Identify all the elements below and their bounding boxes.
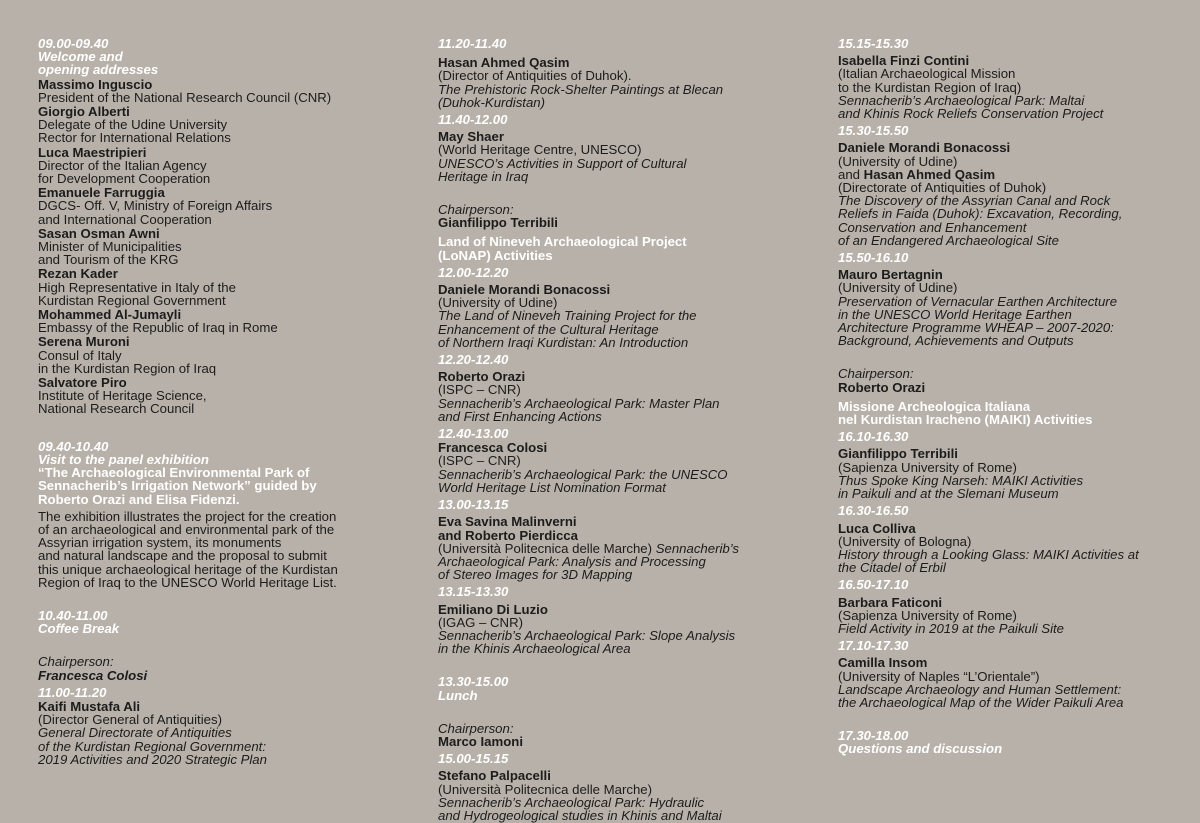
speaker-name: Daniele Morandi Bonacossi [438,282,611,298]
talk-time: 13.15-13.30 [438,584,509,600]
speaker-name: Luca Colliva [838,520,916,536]
speaker-name: Francesca Colosi [438,440,548,456]
speaker-name: Emanuele Farruggia [38,185,165,201]
speaker-name: Kaifi Mustafa Ali [38,698,141,714]
speaker-name: Daniele Morandi Bonacossi [838,140,1011,156]
talk-time: 16.50-17.10 [838,577,909,593]
speaker-name: Emiliano Di Luzio [438,601,548,617]
speaker-affiliation: (Director of Antiquities of Duhok). [438,68,632,84]
chairperson-name: Francesca Colosi [38,667,148,683]
chairperson-label: Chairperson: [438,720,514,736]
talk-time: 15.15-15.30 [838,36,909,51]
speaker-affiliation: (University of Udine) [838,280,958,296]
talk-time: 12.20-12.40 [438,352,509,368]
speaker-list [38,78,406,416]
talk-title: Landscape Archaeology and Human Settlement: the Archaeological Map of the Wider Paikuli Area [838,681,1124,710]
speaker-role: High Representative in Italy of the Kurdistan Regional Government [38,279,236,308]
session-title: Questions and discussion [838,741,1003,757]
speaker-role: Minister of Municipalities and Tourism of the KRG [38,239,182,268]
session-time: 09.40-10.40 [38,438,109,454]
session-time: 10.40-11.00 [38,607,108,623]
speaker-role: Director of the Italian Agency for Development Cooperation [38,157,211,187]
program-column-1 [38,37,406,766]
speaker-affiliation: (Italian Archaeological Mission to the Kurdistan Region of Iraq) [838,66,1022,95]
speaker-name: Stefano Palpacelli [438,768,551,784]
talk-title: History through a Looking Glass: MAIKI Activities at the Citadel of Erbil [838,546,1139,576]
talk-time: 12.00-12.20 [438,264,509,280]
session-title: Coffee Break [38,621,120,637]
talk-title: The Discovery of the Assyrian Canal and Rock Reliefs in Faida (Duhok): Excavation, Recording, Conservation and Enhancement of an Endangered Archaeological Site [838,193,1123,248]
talk-title: Field Activity in 2019 at the Paikuli Site [838,620,1065,636]
session-time: 09.00-09.40 [38,36,109,51]
speaker-affiliation: (Università Politecnica delle Marche) [438,540,653,556]
and-word: and [838,166,864,182]
talk-title: Sennacherib’s Archaeological Park: Hydraulic and Hydrogeological studies in Khinis and Maltai [438,794,722,823]
talk-title: General Directorate of Antiquities of the Kurdistan Regional Government: 2019 Activities and 2020 Strategic Plan [38,725,267,767]
speaker-name: Roberto Orazi [438,369,526,385]
speaker-name: Gianfilippo Terribili [838,446,958,462]
speaker-affiliation: (University of Udine) [438,295,558,311]
speaker-name: Massimo Inguscio [38,76,153,92]
speaker-name: Giorgio Alberti [38,104,130,120]
speaker-name: May Shaer [438,129,504,145]
talk-title: The Prehistoric Rock-Shelter Paintings at Blecan (Duhok-Kurdistan) [438,81,724,110]
speaker-affiliation: (Università Politecnica delle Marche) [438,781,653,797]
speaker-affiliation: (Directorate of Antiquities of Duhok) [838,180,1047,196]
talk-time: 15.00-15.15 [438,751,509,767]
session-title: Visit to the panel exhibition [38,451,209,467]
speaker-affiliation: (ISPC – CNR) [438,453,521,469]
speaker-affiliation: (University of Bologna) [838,533,972,549]
section-title: Land of Nineveh Archaeological Project (LoNAP) Activities [438,234,687,263]
chairperson-label: Chairperson: [438,202,514,218]
talk-time: 16.30-16.50 [838,503,909,519]
session-title: Welcome and opening addresses [38,49,159,78]
speaker-affiliation: (World Heritage Centre, UNESCO) [438,142,642,158]
speaker-affiliation: (ISPC – CNR) [438,382,521,398]
talk-time: 11.00-11.20 [38,684,107,700]
speaker-affiliation: (IGAG – CNR) [438,614,523,630]
speaker-affiliation: (Sapienza University of Rome) [838,459,1017,475]
speaker-name: Barbara Faticoni [838,594,943,610]
talk-title: Thus Spoke King Narseh: MAIKI Activities in Paikuli and at the Slemani Museum [838,472,1084,502]
chairperson-name: Marco Iamoni [438,733,524,749]
chairperson-name: Roberto Orazi [838,379,926,395]
talk-time: 11.20-11.40 [438,36,507,51]
talk-time: 11.40-12.00 [438,112,508,128]
talk-title: Preservation of Vernacular Earthen Architecture in the UNESCO World Heritage Earthen Architecture Programme WHEAP – 2007-2020: Background, Achievements and Outputs [838,293,1118,349]
talk-time: 17.10-17.30 [838,638,909,654]
speaker-affiliation: (Sapienza University of Rome) [838,607,1017,623]
talk-title: Sennacherib’s Archaeological Park: the UNESCO World Heritage List Nomination Format [438,466,728,495]
speaker-role: Delegate of the Udine University Rector for International Relations [38,117,231,146]
section-title: Missione Archeologica Italiana nel Kurdistan Iracheno (MAIKI) Activities [838,398,1093,428]
speaker-name: Hasan Ahmed Qasim [863,166,996,182]
session-time: 13.30-15.00 [438,674,509,690]
speaker-name: Isabella Finzi Contini [838,53,970,69]
speaker-affiliation: (University of Naples “L’Orientale”) [838,668,1040,684]
speaker-name: Rezan Kader [38,266,118,282]
talk-title: UNESCO’s Activities in Support of Cultural Heritage in Iraq [438,155,687,184]
speaker-name: Mauro Bertagnin [838,267,943,283]
chairperson-name: Gianfilippo Terribili [438,215,558,231]
speaker-role: Consul of Italy in the Kurdistan Region of Iraq [38,347,217,376]
exhibition-description: The exhibition illustrates the project for the creation of an archaeological and environmental park of the Assyrian irrigation system, its monuments and natural landscape and the proposal to submit this unique archaeological heritage of the Kurdistan Region of Iraq to the UNESCO World Heritage List. [38,508,338,590]
talk-title: Sennacherib’s Archaeological Park: Slope Analysis in the Khinis Archaeological Area [438,627,736,657]
speaker-affiliation: (University of Udine) [838,153,958,169]
session-title: Lunch [438,687,478,703]
talk-time: 15.30-15.50 [838,123,909,139]
speaker-name: Luca Maestripieri [38,144,147,160]
talk-title: Sennacherib’s Archaeological Park: Maltai and Khinis Rock Reliefs Conservation Project [838,92,1104,122]
chairperson-label: Chairperson: [838,366,914,382]
speaker-role: President of the National Research Council (CNR) [38,89,332,105]
speaker-affiliation: (Director General of Antiquities) [38,712,222,728]
talk-affiliation-title [438,542,814,582]
program-column-3 [838,37,1184,756]
talk-time: 13.00-13.15 [438,497,509,513]
speaker-role: Embassy of the Republic of Iraq in Rome [38,320,278,336]
program-column-2 [438,37,814,822]
talk-title: Sennacherib’s Archaeological Park: Master Plan and First Enhancing Actions [438,395,720,424]
chairperson-label: Chairperson: [38,654,114,670]
speaker-name: Salvatore Piro [38,375,127,391]
talk-time: 16.10-16.30 [838,429,909,445]
speaker-name: Mohammed Al-Jumayli [38,307,182,323]
talk-time: 12.40-13.00 [438,426,509,442]
talk-time: 15.50-16.10 [838,250,909,266]
speaker-name: Sasan Osman Awni [38,225,160,241]
talk-title: Sennacherib’s Archaeological Park: Analysis and Processing of Stereo Images for 3D Mapping [438,540,740,583]
speaker-name: Eva Savina Malinverni and Roberto Pierdicca [438,514,578,543]
exhibition-title: “The Archaeological Environmental Park of Sennacherib’s Irrigation Network” guided by Roberto Orazi and Elisa Fidenzi. [38,465,317,507]
talk-title: The Land of Nineveh Training Project for the Enhancement of the Cultural Heritage of Northern Iraqi Kurdistan: An Introduction [438,308,697,350]
speaker-name: Serena Muroni [38,334,130,350]
speaker-name: Camilla Insom [838,655,928,671]
speaker-name: Hasan Ahmed Qasim [438,55,570,71]
session-time: 17.30-18.00 [838,728,909,744]
speaker-role: DGCS- Off. V, Ministry of Foreign Affairs and International Cooperation [38,198,273,227]
speaker-role: Institute of Heritage Science, National Research Council [38,388,207,417]
